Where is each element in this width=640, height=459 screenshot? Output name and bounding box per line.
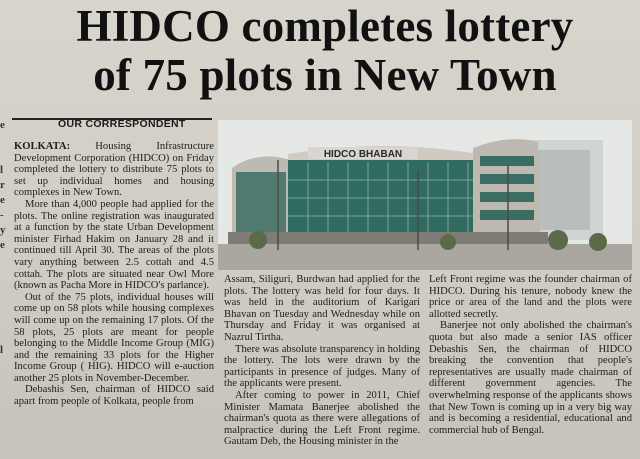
- hidco-bhaban-photo: [218, 120, 632, 270]
- headline-line-1: HIDCO completes lottery: [76, 1, 574, 51]
- edge-glyph: [0, 373, 10, 388]
- edge-glyph: [0, 313, 10, 328]
- building-illustration: [218, 120, 632, 270]
- edge-glyph: l: [0, 164, 4, 176]
- headline: [20, 2, 630, 100]
- edge-glyph: [0, 253, 10, 268]
- article-column-3: [429, 274, 632, 436]
- edge-glyph: e: [0, 119, 5, 131]
- article-column-1: [14, 141, 214, 408]
- paragraph-8: Left Front regime was the founder chairman of HIDCO. During his tenure, nobody knew the price or area of the land and the plots were allotted secretly.: [429, 274, 632, 320]
- edge-glyph: [0, 268, 10, 283]
- edge-glyph: e: [0, 239, 5, 251]
- paragraph-6: There was absolute transparency in holding the lottery. The lots were drawn by the participants in presence of judges. Many of the applicants were present.: [224, 343, 420, 390]
- paragraph-5: Assam, Siliguri, Burdwan had applied for the plots. The lottery was held for four days. It was held in the auditorium of Karigari Bhavan on Tuesday and Wednesday while on Thursday and Friday it was organised at Nazrul Tirtha.: [224, 274, 420, 343]
- edge-glyph: [0, 358, 10, 373]
- edge-glyph: [0, 328, 10, 343]
- edge-glyph: [0, 283, 10, 298]
- edge-glyph: [0, 133, 10, 148]
- dateline: KOLKATA:: [14, 141, 71, 152]
- article-column-2: [224, 274, 420, 448]
- paragraph-9: Banerjee not only abolished the chairman's quota but also made a senior IAS officer Debashis Sen, the chairman of HIDCO breaking the convention that people's representatives are usually made chairman of different government agencies. The overwhelming response of the applicants shows that New Town is coming up in a very big way and is becoming a residential, educational and commercial hub of Bengal.: [429, 320, 632, 436]
- byline: OUR CORRESPONDENT: [58, 118, 186, 130]
- edge-glyph: [0, 148, 10, 163]
- paragraph-7: After coming to power in 2011, Chief Minister Mamata Banerjee abolished the chairman's quota as there were allegations of malpractice during the Left Front regime. Gautam Deb, the Housing minister in the: [224, 389, 420, 448]
- edge-glyph: e: [0, 194, 5, 206]
- edge-glyph: [0, 403, 10, 418]
- building-sign: HIDCO BHABAN: [323, 149, 403, 160]
- paragraph-3: Out of the 75 plots, individual houses will come up on 58 plots while housing complexes will come up on the remaining 17 plots. Of the 58 plots, 25 plots are meant for people belonging to the Middle Income Group (MIG) and the remaining 33 plots for the Higher Income Group ( HIG). HIDCO will e-auction another 25 plots in November-December.: [14, 291, 214, 384]
- edge-glyph: y: [0, 224, 6, 236]
- paragraph-4: Debashis Sen, chairman of HIDCO said apart from people of Kolkata, people from: [14, 384, 214, 408]
- edge-glyph: [0, 298, 10, 313]
- edge-glyph: [0, 388, 10, 403]
- edge-glyph: [0, 433, 10, 448]
- edge-glyph: [0, 418, 10, 433]
- edge-glyph: -: [0, 209, 4, 221]
- adjacent-column-edge: [0, 118, 10, 459]
- edge-glyph: l: [0, 344, 4, 356]
- paragraph-2: More than 4,000 people had applied for the plots. The online registration was inaugurated at a function by the state Urban Development minister Firhad Hakim on January 28 and it continued till April 30. The areas of the plots vary anything between 2.5 cottah and 4.5 cottah. The plots are situated near Owl More (known as Pacha More in HIDCO's parlance).: [14, 198, 214, 292]
- edge-glyph: r: [0, 179, 5, 191]
- headline-line-2: of 75 plots in New Town: [93, 50, 557, 100]
- paragraph-1: KOLKATA: Housing Infrastructure Development Corporation (HIDCO) on Friday completed the lottery to distribute 75 plots to set up individual homes and housing complexes in New Town.: [14, 141, 214, 199]
